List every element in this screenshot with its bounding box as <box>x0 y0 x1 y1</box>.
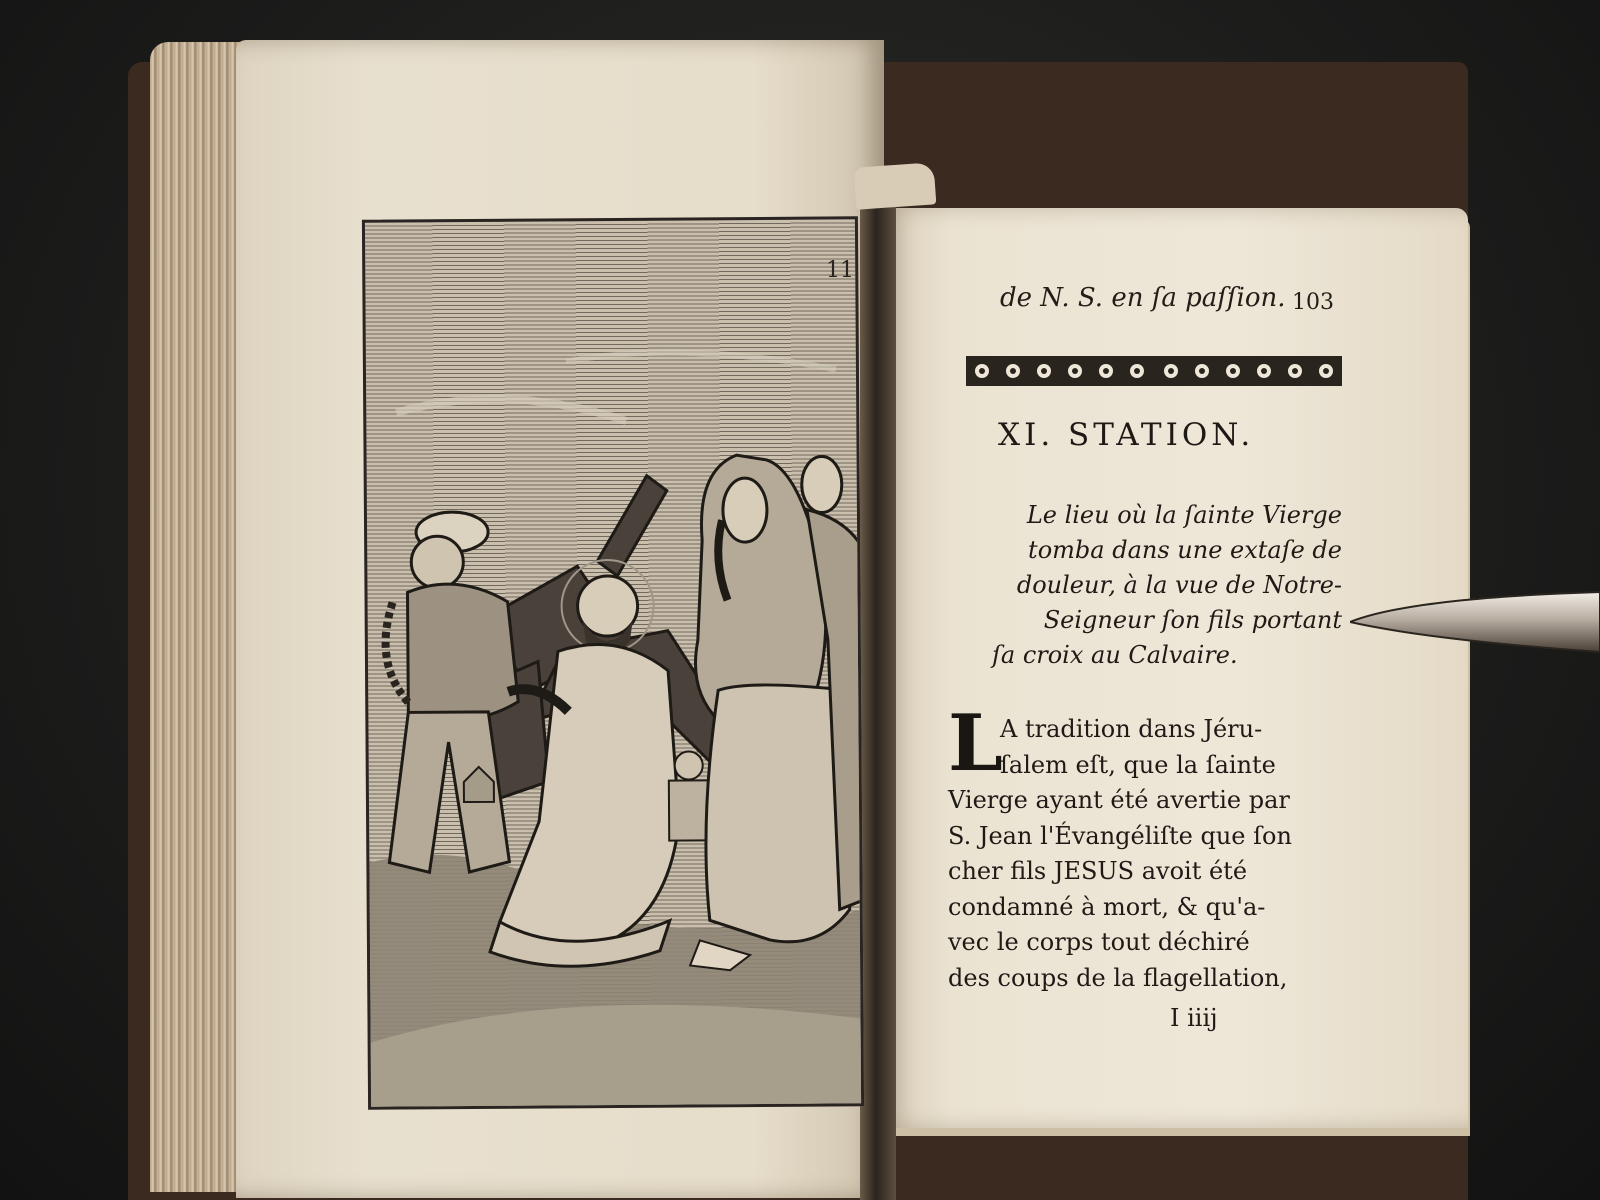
page-number: 103 <box>1292 290 1334 315</box>
engraving-illustration <box>365 219 864 1109</box>
letter-opener <box>1350 590 1600 660</box>
caption-line: douleur, à la vue de Notre- <box>1016 571 1342 599</box>
body-line: Vierge ayant été avertie par <box>948 786 1290 814</box>
caption-line: tomba dans une extaſe de <box>1028 536 1342 564</box>
book-gutter <box>860 180 896 1200</box>
body-line: des coups de la flagellation, <box>948 963 1288 992</box>
paper-tab <box>854 162 937 209</box>
body-line: cher fils JESUS avoit été <box>948 857 1248 885</box>
running-head: de N. S. en ſa paſſion. <box>1000 283 1286 313</box>
plate-number: 11 <box>826 258 854 283</box>
station-heading: XI. STATION. <box>998 417 1255 453</box>
engraving-plate <box>362 216 864 1109</box>
caption-line: Le lieu où la ſainte Vierge <box>1026 501 1342 529</box>
caption-line: Seigneur ſon fils portant <box>1043 606 1342 634</box>
body-line: vec le corps tout déchiré <box>948 928 1250 956</box>
caption-text <box>962 498 1342 673</box>
body-line: A tradition dans Jéru- <box>1000 715 1263 743</box>
body-line: S. Jean l'Évangéliſte que ſon <box>948 821 1292 850</box>
body-line: condamné à mort, & qu'a- <box>948 892 1266 921</box>
caption-line: ſa croix au Calvaire. <box>992 641 1238 669</box>
drop-cap: L <box>948 698 1003 789</box>
body-line: ſalem eſt, que la ſainte <box>1000 750 1276 779</box>
signature-mark: I iiij <box>1170 1004 1218 1032</box>
ornament-band <box>966 356 1342 386</box>
body-text <box>948 712 1333 996</box>
